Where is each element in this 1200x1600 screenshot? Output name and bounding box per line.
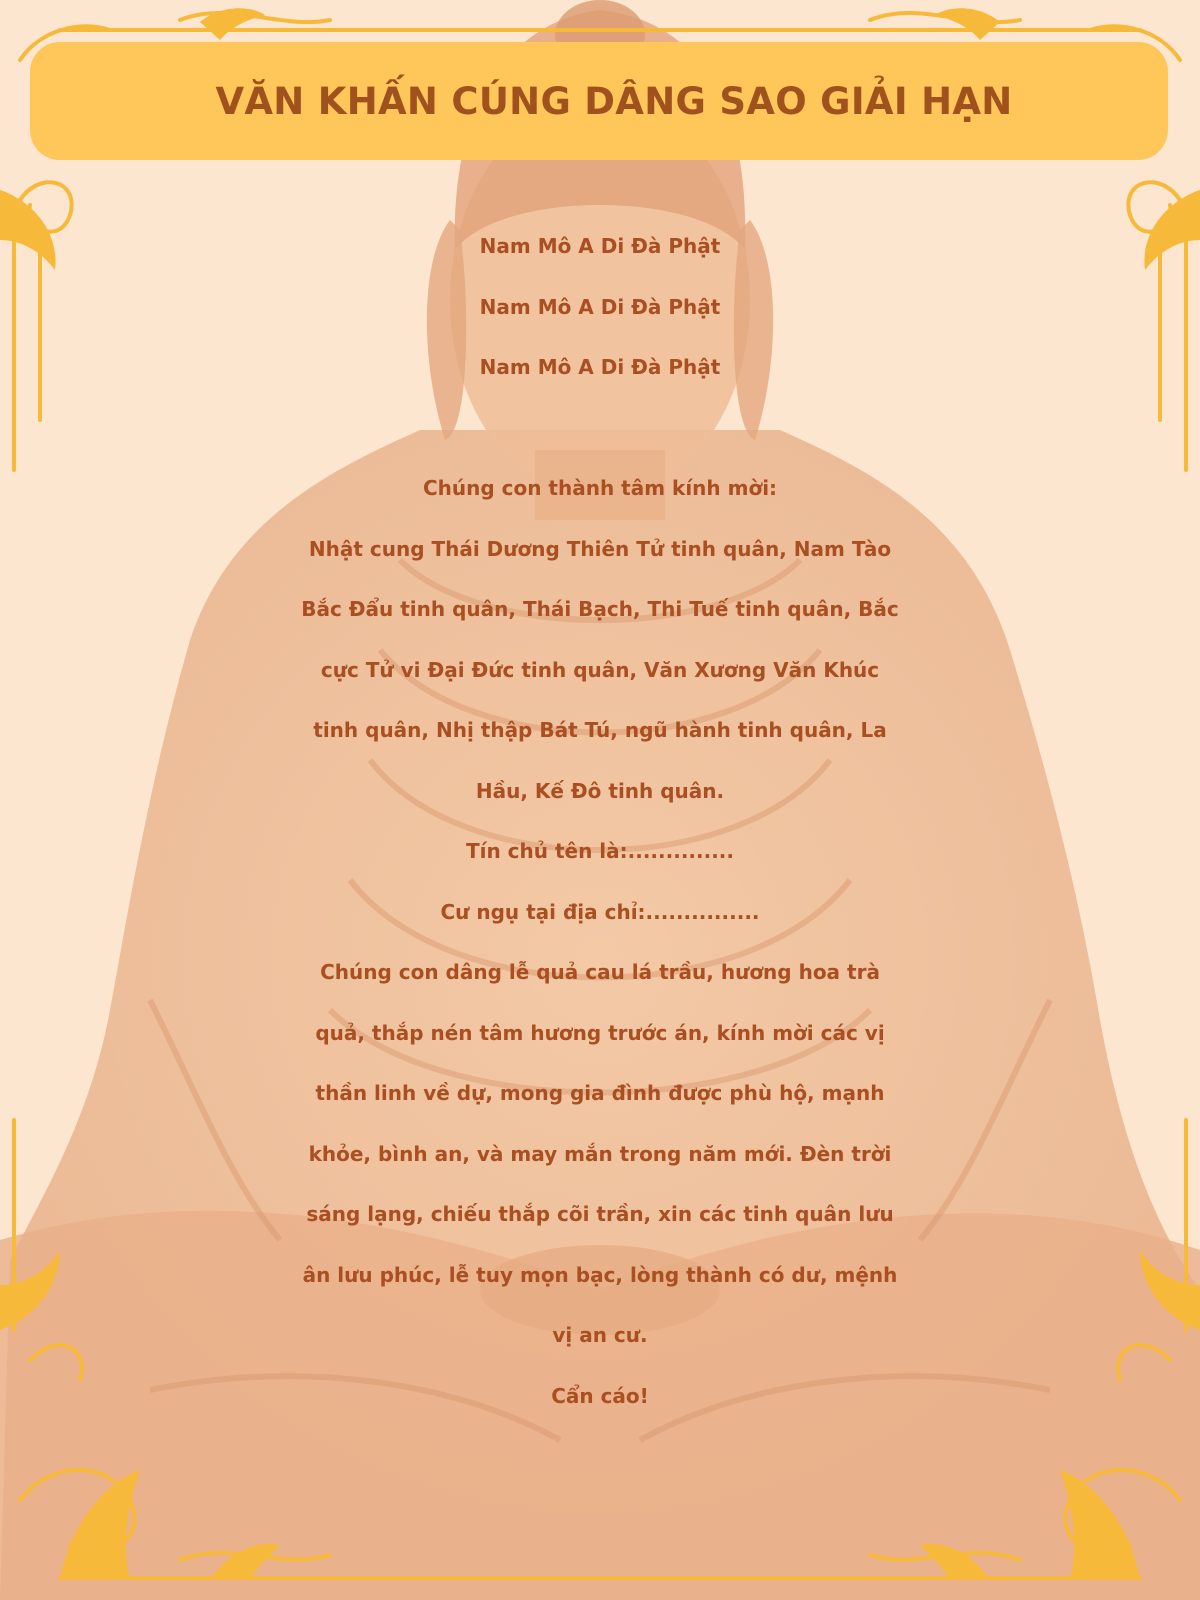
invocation-line: Nam Mô A Di Đà Phật <box>479 234 721 258</box>
prayer-line: Chúng con dâng lễ quả cau lá trầu, hương hoa trà <box>320 960 880 984</box>
prayer-line: Nhật cung Thái Dương Thiên Tử tinh quân, Nam Tào <box>308 536 892 561</box>
paragraph-gap <box>0 398 1200 459</box>
title-banner <box>30 42 1168 160</box>
page-title: VĂN KHẤN CÚNG DÂNG SAO GIẢI HẠN <box>215 79 1013 123</box>
prayer-line: tinh quân, Nhị thập Bát Tú, ngũ hành tinh quân, La <box>313 718 887 742</box>
prayer-line: thần linh về dự, mong gia đình được phù hộ, mạnh <box>315 1081 885 1105</box>
prayer-line: ân lưu phúc, lễ tuy mọn bạc, lòng thành có dư, mệnh <box>302 1262 898 1287</box>
closing-line: Cẩn cáo! <box>551 1383 649 1408</box>
prayer-line: quả, thắp nén tâm hương trước án, kính mời các vị <box>315 1020 885 1045</box>
prayer-line: khỏe, bình an, và may mắn trong năm mới. Đèn trời <box>308 1141 892 1166</box>
prayer-line: sáng lạng, chiếu thắp cõi trần, xin các tinh quân lưu <box>306 1202 894 1226</box>
prayer-line: Bắc Đẩu tinh quân, Thái Bạch, Thi Tuế tinh quân, Bắc <box>301 597 899 621</box>
prayer-text <box>0 216 1200 1426</box>
invocation-line: Nam Mô A Di Đà Phật <box>479 294 721 319</box>
prayer-line: Chúng con thành tâm kính mời: <box>422 476 778 500</box>
prayer-line: cực Tử vi Đại Đức tinh quân, Văn Xương Văn Khúc <box>320 657 880 682</box>
prayer-line: vị an cư. <box>552 1323 648 1347</box>
invocation-line: Nam Mô A Di Đà Phật <box>479 355 721 379</box>
devotee-address-line: Cư ngụ tại địa chỉ:............... <box>440 899 760 924</box>
devotee-name-line: Tín chủ tên là:.............. <box>465 839 735 863</box>
prayer-line: Hầu, Kế Đô tinh quân. <box>475 778 725 803</box>
